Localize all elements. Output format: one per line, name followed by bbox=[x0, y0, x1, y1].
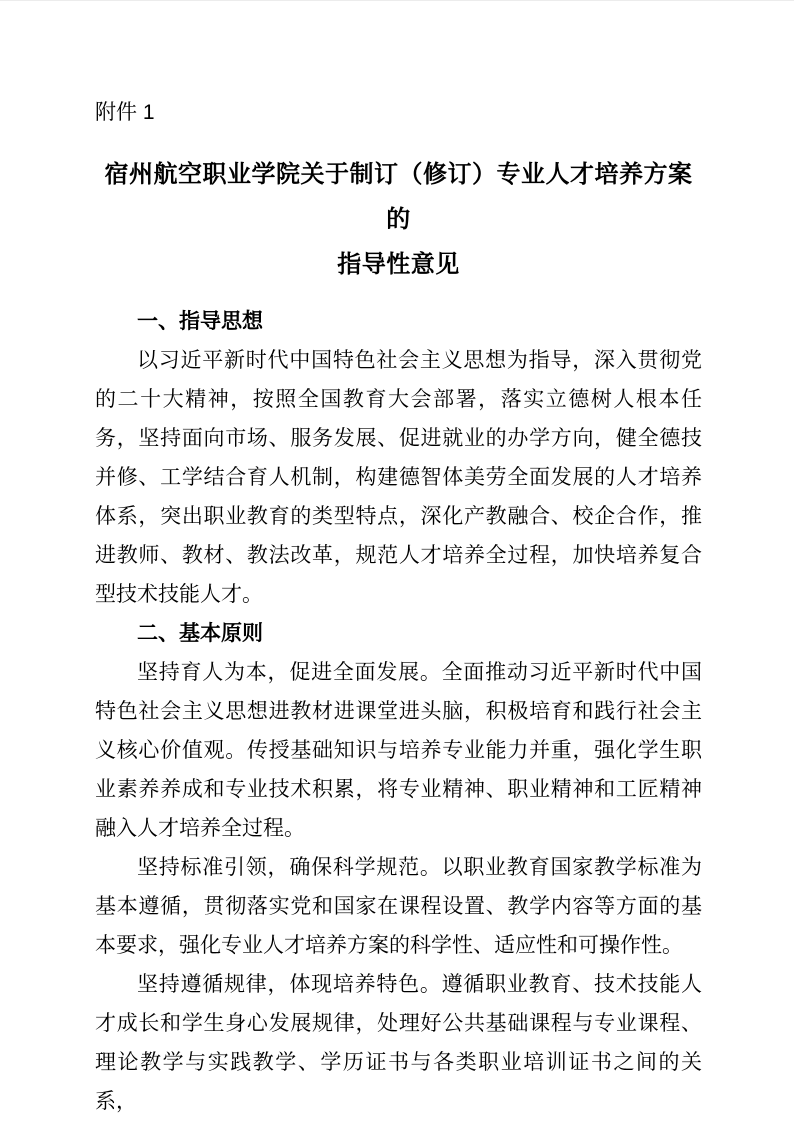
paragraph-principle-holistic-education: 坚持育人为本，促进全面发展。全面推动习近平新时代中国特色社会主义思想进教材进课堂进头脑，积极培育和践行社会主义核心价值观。传授基础知识与培养专业能力并重，强化学生职业素养养成和专业技术积累，将专业精神、职业精神和工匠精神融入人才培养全过程。 bbox=[95, 660, 702, 840]
section-heading-guiding-ideology: 一、指导思想 bbox=[137, 309, 263, 333]
document-title-line-2: 指导性意见 bbox=[337, 252, 460, 278]
document-title-line-1: 宿州航空职业学院关于制订（修订）专业人才培养方案的 bbox=[104, 162, 693, 233]
paragraph-principle-follow-rules: 坚持遵循规律，体现培养特色。遵循职业教育、技术技能人才成长和学生身心发展规律，处理好公共基础课程与专业课程、理论教学与实践教学、学历证书与各类职业培训证书之间的关系， bbox=[95, 972, 702, 1113]
document-title bbox=[95, 153, 702, 288]
attachment-label: 附件 1 bbox=[95, 101, 155, 124]
document-body bbox=[95, 302, 702, 1121]
paragraph-guiding-ideology: 以习近平新时代中国特色社会主义思想为指导，深入贯彻党的二十大精神，按照全国教育大会部署，落实立德树人根本任务，坚持面向市场、服务发展、促进就业的办学方向，健全德技并修、工学结合育人机制，构建德智体美劳全面发展的人才培养体系，突出职业教育的类型特点，深化产教融合、校企合作，推进教师、教材、教法改革，规范人才培养全过程，加快培养复合型技术技能人才。 bbox=[95, 348, 702, 606]
paragraph-principle-standards-led: 坚持标准引领，确保科学规范。以职业教育国家教学标准为基本遵循，贯彻落实党和国家在课程设置、教学内容等方面的基本要求，强化专业人才培养方案的科学性、适应性和可操作性。 bbox=[95, 855, 702, 957]
section-heading-basic-principles: 二、基本原则 bbox=[137, 621, 263, 645]
